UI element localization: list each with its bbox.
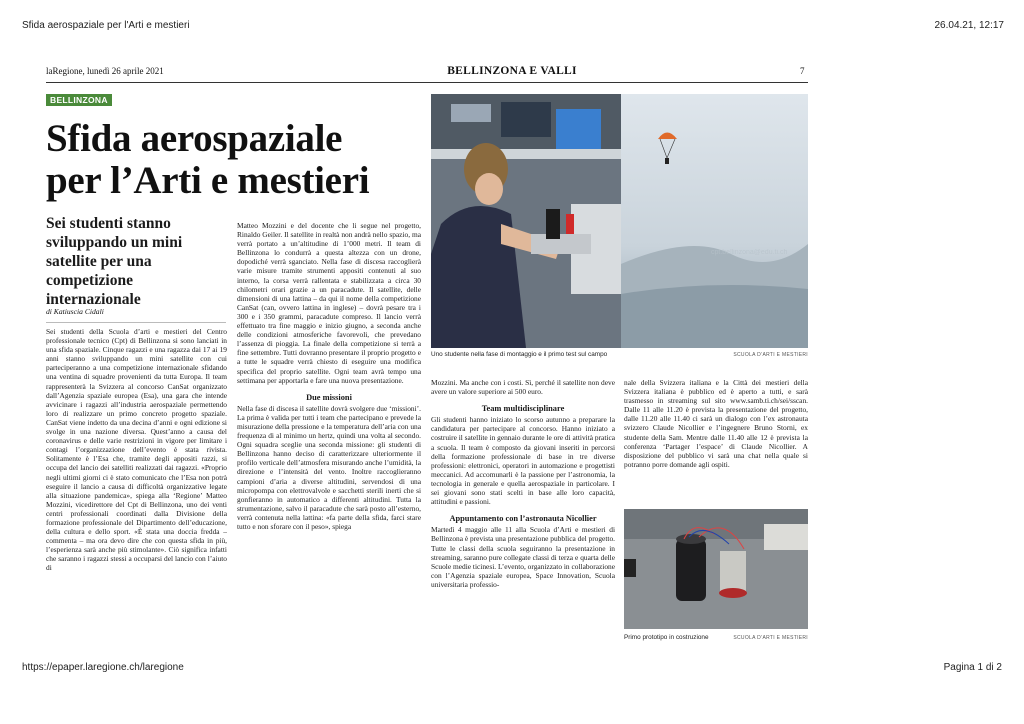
column-2-text-a: Matteo Mozzini e del docente che li segue nel progetto, Rinaldo Geiler. Il satellite in realtà non andrà nello spazio, ma verrà portato a un’altitudine di 1’000 metri. Il team di Bellinzona lo condurrà a questa altezza con un drone, dopodiché verrà sganciato. Nella fase di discesa raccoglierà varie misure tramite strumenti appositi contenuti al suo interno, la corsa verrà rallentata e stabilizzata a circa 30 chilometri orari grazie a un paracadute. Il satellite, delle dimensioni di una lattina – da qui il nome della competizione CanSat (can, ovvero lattina in inglese) – dovrà pesare tra i 300 e i 350 grammi, paracadute compreso. Il lancio verrà effettuato tra fine maggio e inizio giugno, a seconda anche delle condizioni atmosferiche favorevoli, che prevedano l’assenza di pioggia. La finale della competizione si terrà a fine settembre. Tutti dovranno presentare il proprio progetto e a tutte le squadre verrà chiesto di eseguire una modifica specifica del proprio satellite. Ogni team avrà tempo una settimana per apportarla e fare una nuova presentazione. <box>237 221 421 385</box>
main-photo-image <box>431 94 808 348</box>
main-photo <box>431 94 808 348</box>
section-tag: BELLINZONA <box>46 94 112 106</box>
print-datetime: 26.04.21, 12:17 <box>934 20 1004 31</box>
column-3-text-c: Martedì 4 maggio alle 11 alla Scuola d’Arti e mestieri di Bellinzona è prevista una presentazione pubblica del progetto. Tutte le classi della scuola seguiranno la presentazione in streaming, saranno pure collegate classi di terza e quarta delle Scuole medie ticinesi. L’evento, organizzato in collaborazione con l’Agenzia spaziale europea, Space Innovation, Scuola universitaria professio- <box>431 525 615 589</box>
column-4-text: nale della Svizzera italiana e la Città dei mestieri della Svizzera italiana è pubblico ed è aperto a tutti, e sarà trasmesso in streaming sul sito www.samb.ti.ch/sei/sscan. Dalle 11 alle 11.20 è prevista la presentazione del progetto, dalle 11.20 alle 11.40 ci sarà un dialogo con l’ex astronauta svizzero Claude Nicollier e l’ingegnere Bruno Storni, ex studente della Sam. Mentre dalle 11.40 alle 12 è prevista la conferenza ‘Partager l’espace’ di Claude Nicollier. A disposizione del pubblico vi sarà una chat nella quale si potranno porre domande agli ospiti. <box>624 378 808 469</box>
headline <box>46 118 369 202</box>
byline-rule <box>46 322 226 323</box>
subtitle: Sei studenti stanno sviluppando un mini satellite per una competizione internazionale <box>46 215 183 308</box>
page-indicator: Pagina 1 di 2 <box>943 662 1002 673</box>
article-column-1 <box>46 327 227 642</box>
column-1-text: Sei studenti della Scuola d’arti e mestieri del Centro professionale tecnico (Cpt) di Bellinzona si sono lanciati in una sfida spaziale. Cinque ragazzi e una ragazza dai 17 ai 19 anni stanno sviluppando un mini satellite con cui parteciperanno a una competizione internazionale sfidando una ventina di squadre provenienti da tutta Europa. Il team rappresenterà la Svizzera al concorso CanSat organizzato dall’Agenzia spaziale europea (Esa), una gara che intende avvicinare i ragazzi all’industria aerospaziale permettendo loro di realizzare un primo concreto progetto spaziale. CanSat viene indetto da una decina d’anni e ogni edizione si svolge in una nazione diversa. Quest’anno a causa del coronavirus e delle varie restrizioni in vigore per limitare i contagi l’organizzazione dell’evento è stata rivista. Solitamente è l’Esa che, tramite degli appositi razzi, si occupa del lancio dei satelliti realizzati dai ragazzi. «Proprio negli ultimi giorni ci è stato comunicato che l’Esa non potrà eseguire il lancio a causa di difficoltà organizzative legate alla situazione pandemica», spiega alla ‘Regione’ Matteo Mozzini, vicedirettore del Cpt di Bellinzona, uno dei venti centri professionali coordinati dalla Divisione della formazione professionale del Dipartimento dell’educazione, della cultura e dello sport. «È stata una doccia fredda – commenta – ma ora devo dire che con questa sfida in più, l’esperienza sarà anche più stimolante». Ciò significa infatti che saranno i ragazzi stessi a occuparsi del lancio con l’aiuto di <box>46 327 227 573</box>
prototype-photo-image <box>624 509 808 629</box>
main-photo-caption: Uno studente nella fase di montaggio e il primo test sul campo <box>431 351 608 358</box>
main-photo-credit: SCUOLA D’ARTI E MESTIERI <box>733 352 808 358</box>
prototype-photo-credit: SCUOLA D’ARTI E MESTIERI <box>733 635 808 641</box>
headline-line-2: per l’Arti e mestieri <box>46 159 370 202</box>
headline-line-1: Sfida aerospaziale <box>46 117 343 160</box>
section-title: BELLINZONA E VALLI <box>447 65 577 77</box>
tab-title: Sfida aerospaziale per l'Arti e mestieri <box>22 20 190 31</box>
prototype-photo-caption: Primo prototipo in costruzione <box>624 634 709 641</box>
byline: di Katiuscia Cidali <box>46 307 104 316</box>
page-url[interactable]: https://epaper.laregione.ch/laregione <box>22 662 184 673</box>
subhead-team: Team multidisciplinare <box>481 404 565 414</box>
article-column-3 <box>431 378 615 643</box>
prototype-photo <box>624 509 808 629</box>
subhead-appuntamento: Appuntamento con l’astronauta Nicollier <box>449 514 597 524</box>
svg-text:cpt.bellinzona@edu.ti.ch: cpt.bellinzona@edu.ti.ch <box>711 249 788 256</box>
column-2-text-b: Nella fase di discesa il satellite dovrà svolgere due ‘missioni’. La prima è valida per tutti i team che partecipano e prevede la misurazione della pressione e la temperatura dell’aria con una frequenza di al minimo un hertz, quindi una volta al secondo. Ogni squadra sceglie una seconda missione: gli studenti di Bellinzona hanno deciso di caratterizzare ulteriormente il profilo verticale dell’atmosfera misurando anche l’umidità, la direzione e l’intensità del vento. Inoltre raccoglieranno campioni d’aria a diverse altitudini, servendosi di una micropompa con elettrovalvole e sacchetti sterili inerti che si gonfieranno in automatico a differenti altitudini. Tutta la strumentazione, salvo il paracadute che sarà posto all’esterno, verrà contenuta nella lattina: «fa parte della sfida, farci stare tutto e non sforare con il peso», spiega <box>237 403 421 531</box>
header-rule <box>46 82 808 83</box>
column-3-text-b: Gli studenti hanno iniziato lo scorso autunno a preparare la candidatura per partecipare al concorso. Hanno iniziato a costruire il satellite in gennaio durante le ore di attività pratica a scuola. Il team è composto da giovani inseriti in percorsi della formazione professionale di base in tre diverse professioni: elettronici, operatori in automazione e progettisti meccanici. Ad accomunarli è la passione per l’astronomia, la tecnologia in generale e quella aerospaziale in particolare. I sei giovani sono stati scelti in base alle loro capacità, attitudini e passioni. <box>431 415 615 507</box>
article-column-2 <box>237 221 421 643</box>
masthead: laRegione, lunedì 26 aprile 2021 <box>46 66 164 76</box>
article-column-4 <box>624 378 808 502</box>
page-number: 7 <box>800 66 805 76</box>
subhead-due-missioni: Due missioni <box>306 392 352 402</box>
column-3-text-a: Mozzini. Ma anche con i costi. Sì, perché il satellite non deve avere un valore superiore ai 500 euro. <box>431 378 615 397</box>
